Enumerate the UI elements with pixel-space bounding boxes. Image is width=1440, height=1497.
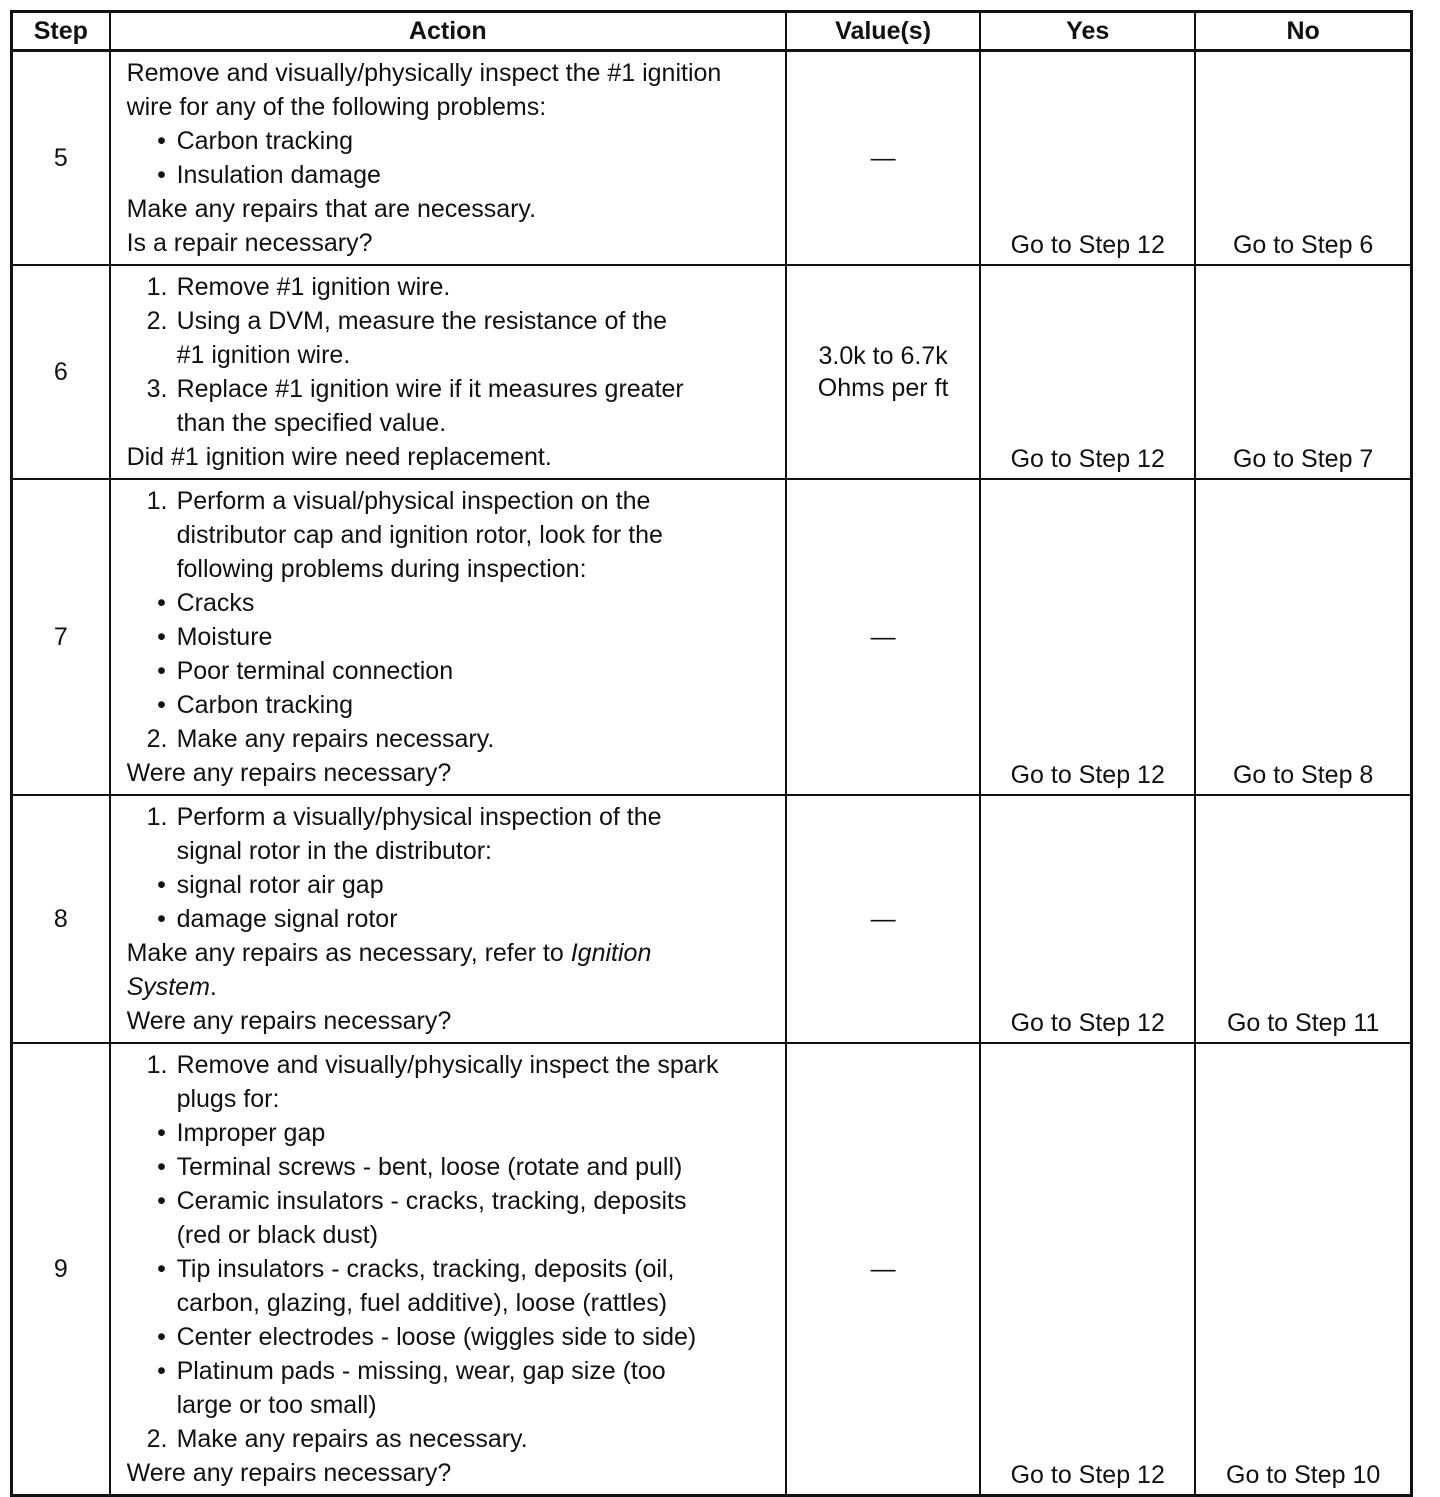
bullet-marker: •: [157, 691, 166, 719]
item-continuation: distributor cap and ignition rotor, look for the: [176, 521, 663, 549]
bullet-text: Ceramic insulators - cracks, tracking, deposits: [176, 1187, 687, 1215]
bullet-item: [127, 1150, 777, 1184]
table-row-step-8: [12, 795, 1412, 1043]
numbered-item: [127, 270, 777, 304]
numbered-item: [127, 800, 777, 834]
header-values: Value(s): [786, 12, 980, 51]
table-row-step-5: [12, 51, 1412, 266]
action-text: [127, 936, 777, 970]
item-continuation: plugs for:: [176, 1085, 280, 1113]
number-marker: 1.: [146, 803, 168, 831]
value-cell: [786, 795, 980, 1043]
bullet-item: [127, 1354, 777, 1388]
action-question: Did #1 ignition wire need replacement.: [126, 443, 552, 471]
bullet-item: [127, 868, 777, 902]
number-marker: 1.: [146, 1051, 168, 1079]
action-question: Were any repairs necessary?: [126, 1007, 452, 1035]
bullet-text: Improper gap: [176, 1119, 326, 1147]
bullet-marker: •: [157, 871, 166, 899]
value-range: 3.0k to 6.7k: [818, 342, 948, 370]
bullet-item: [127, 688, 777, 722]
item-continuation: signal rotor in the distributor:: [176, 837, 492, 865]
action-text: [127, 970, 777, 1004]
header-no: No: [1195, 12, 1411, 51]
header-action: Action: [110, 12, 786, 51]
item-text: Make any repairs as necessary.: [176, 1425, 528, 1453]
bullet-text: Terminal screws - bent, loose (rotate and pull): [176, 1153, 683, 1181]
bullet-item: [127, 124, 777, 158]
value-cell: [786, 51, 980, 266]
value-dash: —: [870, 1255, 896, 1283]
action-text-prefix: Make any repairs as necessary, refer to: [126, 939, 571, 967]
bullet-continuation: large or too small): [176, 1391, 377, 1419]
value-unit: Ohms per ft: [817, 374, 949, 402]
step-number: 5: [12, 51, 110, 266]
bullet-text: Tip insulators - cracks, tracking, deposits (oil,: [176, 1255, 675, 1283]
item-text: Remove #1 ignition wire.: [176, 273, 451, 301]
no-cell: Go to Step 10: [1195, 1043, 1411, 1496]
action-cell: [110, 479, 786, 795]
number-marker: 3.: [146, 375, 168, 403]
bullet-item: [127, 158, 777, 192]
value-dash: —: [870, 144, 896, 172]
numbered-item: [127, 1422, 777, 1456]
table-row-step-6: [12, 265, 1412, 479]
step-number: 9: [12, 1043, 110, 1496]
no-cell: Go to Step 7: [1195, 265, 1411, 479]
bullet-item: [127, 586, 777, 620]
step-number: 7: [12, 479, 110, 795]
bullet-continuation: carbon, glazing, fuel additive), loose (rattles): [176, 1289, 668, 1317]
number-marker: 2.: [146, 725, 168, 753]
yes-cell: Go to Step 12: [980, 51, 1195, 266]
numbered-item: [127, 372, 777, 406]
item-text: Remove and visually/physically inspect the spark: [176, 1051, 719, 1079]
action-question: Were any repairs necessary?: [126, 759, 452, 787]
item-text: Perform a visually/physical inspection of the: [176, 803, 662, 831]
bullet-item: [127, 1320, 777, 1354]
item-text: Make any repairs necessary.: [176, 725, 495, 753]
value-dash: —: [870, 905, 896, 933]
header-step: Step: [12, 12, 110, 51]
item-continuation: following problems during inspection:: [176, 555, 587, 583]
bullet-text: Cracks: [176, 589, 255, 617]
action-text: wire for any of the following problems:: [126, 93, 547, 121]
action-text: Make any repairs that are necessary.: [126, 195, 537, 223]
bullet-text: Carbon tracking: [176, 691, 354, 719]
item-continuation: than the specified value.: [176, 409, 447, 437]
value-dash: —: [870, 623, 896, 651]
step-number: 8: [12, 795, 110, 1043]
header-yes: Yes: [980, 12, 1195, 51]
number-marker: 1.: [146, 487, 168, 515]
yes-cell: Go to Step 12: [980, 479, 1195, 795]
bullet-marker: •: [157, 127, 166, 155]
value-cell: [786, 479, 980, 795]
no-cell: Go to Step 11: [1195, 795, 1411, 1043]
numbered-item: [127, 722, 777, 756]
action-text: Remove and visually/physically inspect the #1 ignition: [126, 59, 722, 87]
bullet-item: [127, 654, 777, 688]
bullet-text: signal rotor air gap: [176, 871, 384, 899]
yes-cell: Go to Step 12: [980, 795, 1195, 1043]
bullet-item: [127, 1184, 777, 1218]
action-question: Is a repair necessary?: [126, 229, 373, 257]
yes-cell: Go to Step 12: [980, 1043, 1195, 1496]
bullet-marker: •: [157, 657, 166, 685]
bullet-marker: •: [157, 1323, 166, 1351]
action-cell: [110, 51, 786, 266]
bullet-marker: •: [157, 1119, 166, 1147]
bullet-marker: •: [157, 1255, 166, 1283]
diagnostic-table: [10, 10, 1413, 1497]
bullet-marker: •: [157, 905, 166, 933]
item-text: Using a DVM, measure the resistance of the: [176, 307, 668, 335]
bullet-marker: •: [157, 589, 166, 617]
bullet-continuation: (red or black dust): [176, 1221, 379, 1249]
period-text: .: [209, 973, 217, 1001]
header-row: [12, 12, 1412, 51]
action-cell: [110, 1043, 786, 1496]
bullet-item: [127, 1252, 777, 1286]
action-cell: [110, 265, 786, 479]
numbered-item: [127, 1048, 777, 1082]
number-marker: 2.: [146, 307, 168, 335]
value-cell: [786, 265, 980, 479]
numbered-item: [127, 484, 777, 518]
system-ref: System: [126, 973, 210, 1001]
bullet-marker: •: [157, 1357, 166, 1385]
bullet-text: Moisture: [176, 623, 273, 651]
numbered-item: [127, 304, 777, 338]
bullet-item: [127, 1116, 777, 1150]
value-cell: [786, 1043, 980, 1496]
item-continuation: #1 ignition wire.: [176, 341, 351, 369]
bullet-text: Carbon tracking: [176, 127, 354, 155]
bullet-item: [127, 902, 777, 936]
item-text: Perform a visual/physical inspection on the: [176, 487, 651, 515]
item-text: Replace #1 ignition wire if it measures greater: [176, 375, 684, 403]
bullet-text: Center electrodes - loose (wiggles side to side): [176, 1323, 697, 1351]
step-number: 6: [12, 265, 110, 479]
number-marker: 1.: [146, 273, 168, 301]
bullet-marker: •: [157, 1153, 166, 1181]
action-cell: [110, 795, 786, 1043]
table-row-step-9: [12, 1043, 1412, 1496]
ignition-ref: Ignition: [570, 939, 652, 967]
bullet-text: Poor terminal connection: [176, 657, 454, 685]
bullet-text: damage signal rotor: [176, 905, 398, 933]
bullet-text: Platinum pads - missing, wear, gap size (too: [176, 1357, 666, 1385]
bullet-marker: •: [157, 623, 166, 651]
table-row-step-7: [12, 479, 1412, 795]
no-cell: Go to Step 6: [1195, 51, 1411, 266]
number-marker: 2.: [146, 1425, 168, 1453]
yes-cell: Go to Step 12: [980, 265, 1195, 479]
action-question: Were any repairs necessary?: [126, 1459, 452, 1487]
bullet-text: Insulation damage: [176, 161, 381, 189]
bullet-marker: •: [157, 161, 166, 189]
no-cell: Go to Step 8: [1195, 479, 1411, 795]
bullet-item: [127, 620, 777, 654]
bullet-marker: •: [157, 1187, 166, 1215]
